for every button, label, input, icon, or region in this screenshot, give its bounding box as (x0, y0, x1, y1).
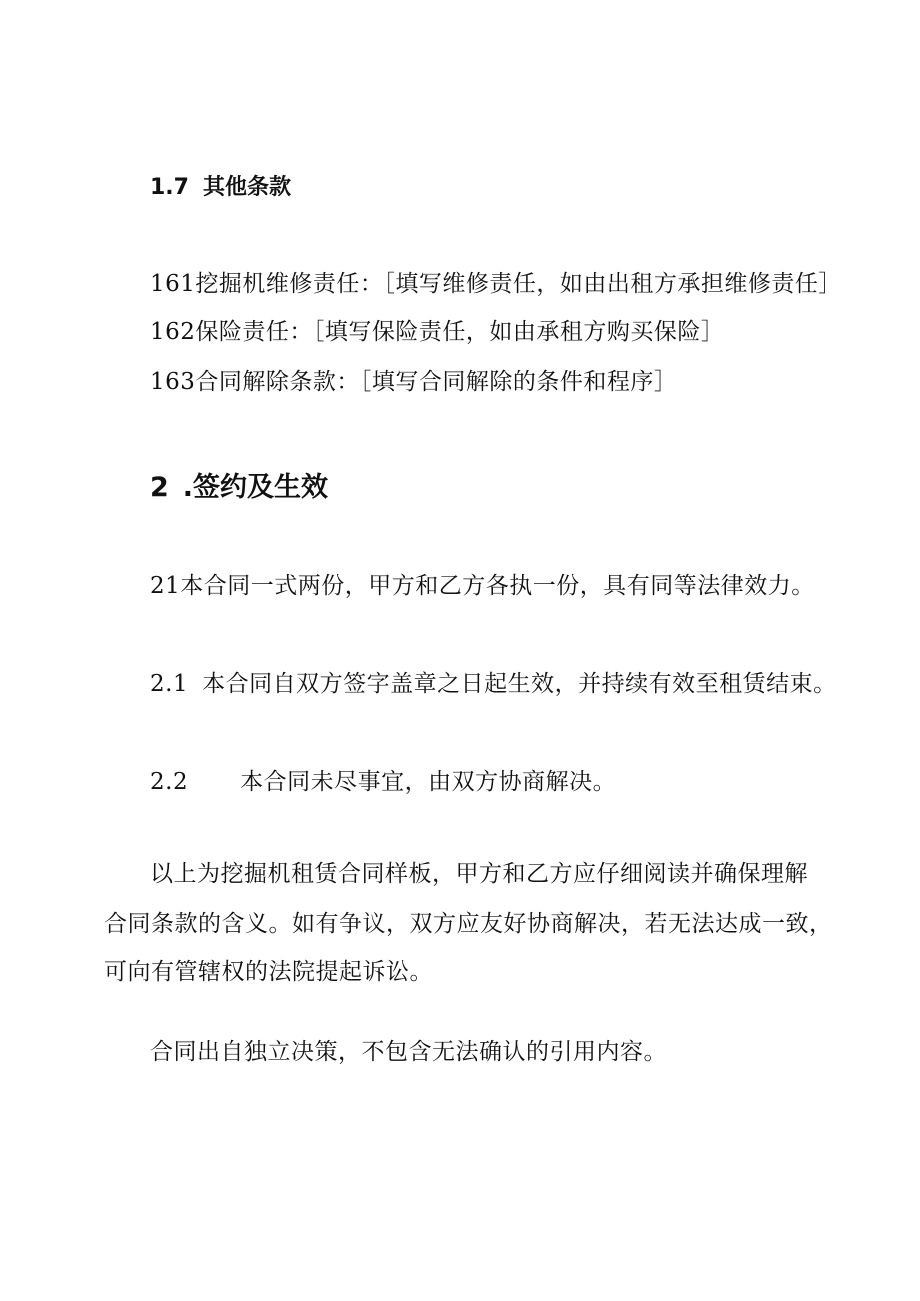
section-heading-1-7 (150, 172, 291, 204)
clause-text: 挖掘机维修责任：［填写维修责任，如由出租方承担维修责任］ (195, 271, 842, 297)
clause-text: 保险责任：［填写保险责任，如由承租方购买保险］ (195, 319, 725, 345)
clause-text: 合同解除条款：［填写合同解除的条件和程序］ (195, 369, 678, 395)
clause-number: 161 (150, 271, 196, 297)
section-title: .签约及生效 (182, 472, 329, 503)
section-number: 1.7 (150, 175, 189, 200)
clause-162 (150, 316, 724, 348)
clause-2-2 (150, 766, 616, 798)
clause-number: 2.1 (150, 671, 189, 697)
clause-number: 21 (150, 573, 181, 599)
closing-paragraph-line-3: 可向有管辖权的法院提起诉讼。 (104, 959, 433, 985)
clause-number: 162 (150, 319, 196, 345)
closing-paragraph-line-2: 合同条款的含义。如有争议，双方应友好协商解决，若无法达成一致， (104, 911, 833, 937)
clause-text: 本合同未尽事宜，由双方协商解决。 (240, 769, 617, 795)
clause-number: 163 (150, 369, 196, 395)
clause-161 (150, 268, 842, 300)
clause-2-1 (150, 668, 837, 700)
clause-163 (150, 366, 677, 398)
clause-21 (150, 570, 815, 602)
clause-number: 2.2 (150, 769, 189, 795)
section-number: 2 (150, 472, 169, 503)
closing-paragraph-line-1: 以上为挖掘机租赁合同样板，甲方和乙方应仔细阅读并确保理解 (150, 861, 808, 887)
closing-note: 合同出自独立决策，不包含无法确认的引用内容。 (150, 1039, 667, 1065)
clause-text: 本合同一式两份，甲方和乙方各执一份，具有同等法律效力。 (180, 573, 815, 599)
clause-text: 本合同自双方签字盖章之日起生效，并持续有效至租赁结束。 (202, 671, 837, 697)
section-title: 其他条款 (202, 175, 291, 200)
section-heading-2 (150, 470, 328, 506)
